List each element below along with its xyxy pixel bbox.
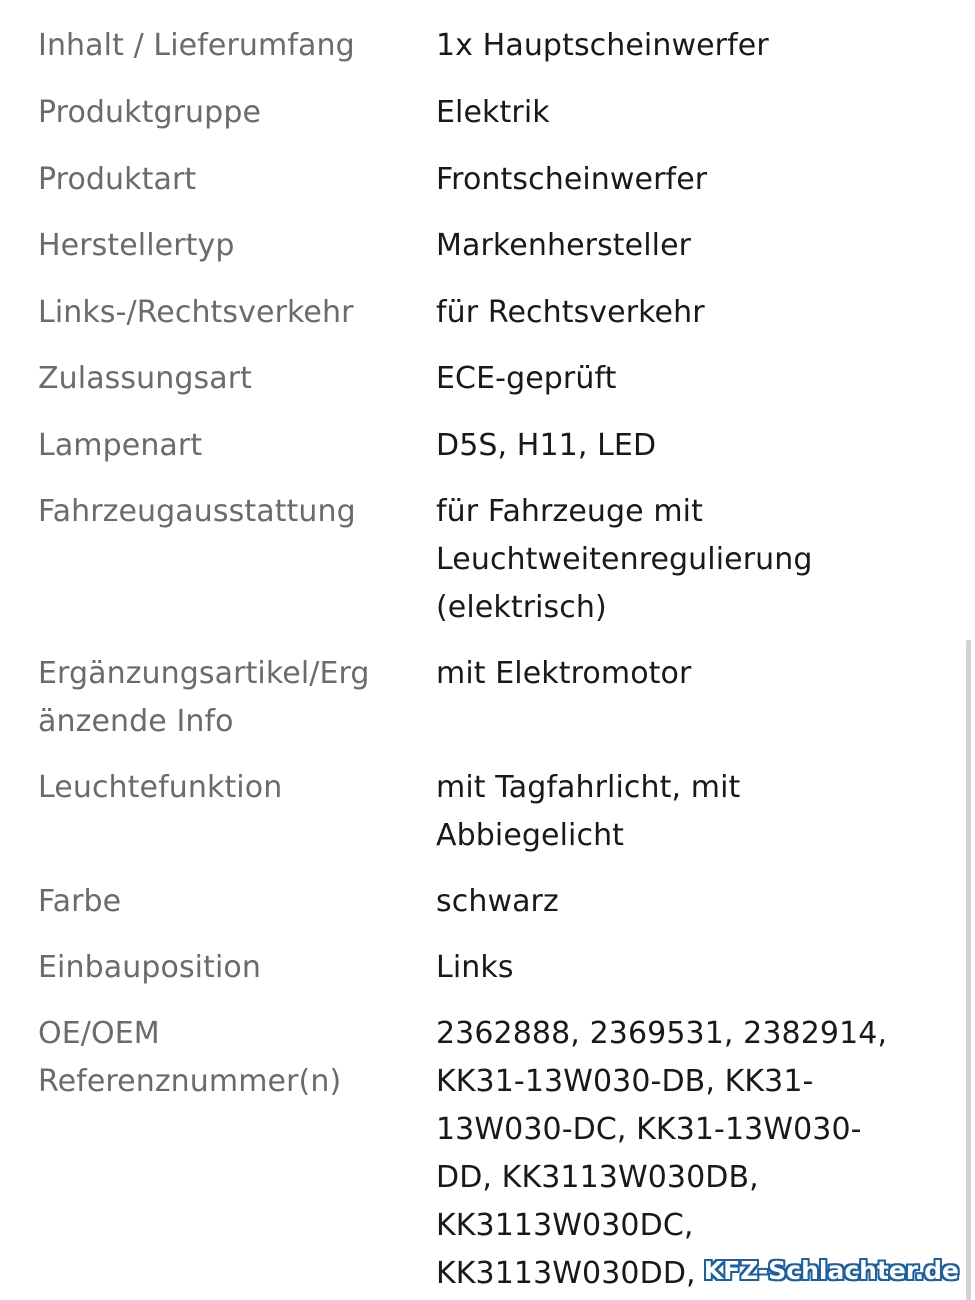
spec-value: mit Tagfahrlicht, mit Abbiegelicht bbox=[436, 770, 741, 853]
spec-label: OE/OEM Referenznummer(n) bbox=[38, 1016, 342, 1099]
spec-value: für Fahrzeuge mit Leuchtweitenregulierung (elektrisch) bbox=[436, 494, 813, 625]
spec-value: Links bbox=[436, 950, 514, 985]
spec-value: Elektrik bbox=[436, 95, 550, 130]
spec-label: Lampenart bbox=[38, 428, 203, 463]
spec-value: Frontscheinwerfer bbox=[436, 162, 708, 197]
spec-label: Farbe bbox=[38, 884, 122, 919]
spec-value: für Rechtsverkehr bbox=[436, 295, 705, 330]
spec-label: Fahrzeugausstattung bbox=[38, 494, 356, 529]
spec-value: D5S, H11, LED bbox=[436, 428, 657, 463]
spec-label: Leuchtefunktion bbox=[38, 770, 283, 805]
spec-value: Markenhersteller bbox=[436, 228, 692, 263]
spec-value: 2362888, 2369531, 2382914, KK31-13W030-DB, KK31- 13W030-DC, KK31-13W030- DD, KK3113W030DB, KK3113W030DC, KK3113W030DD, bbox=[436, 1016, 888, 1291]
spec-label: Produktgruppe bbox=[38, 95, 262, 130]
scrollbar[interactable] bbox=[966, 640, 971, 1300]
spec-value: ECE-geprüft bbox=[436, 361, 617, 396]
spec-label: Zulassungsart bbox=[38, 361, 253, 396]
spec-value: schwarz bbox=[436, 884, 559, 919]
spec-label: Produktart bbox=[38, 162, 197, 197]
spec-label: Inhalt / Lieferumfang bbox=[38, 28, 355, 63]
spec-label: Herstellertyp bbox=[38, 228, 235, 263]
spec-label: Links-/Rechtsverkehr bbox=[38, 295, 354, 330]
spec-label: Ergänzungsartikel/Erg änzende Info bbox=[38, 656, 370, 739]
spec-label: Einbauposition bbox=[38, 950, 261, 985]
spec-value: 1x Hauptscheinwerfer bbox=[436, 28, 769, 63]
spec-value: mit Elektromotor bbox=[436, 656, 692, 691]
watermark-logo: KFZ-Schlachter.de bbox=[703, 1256, 959, 1285]
